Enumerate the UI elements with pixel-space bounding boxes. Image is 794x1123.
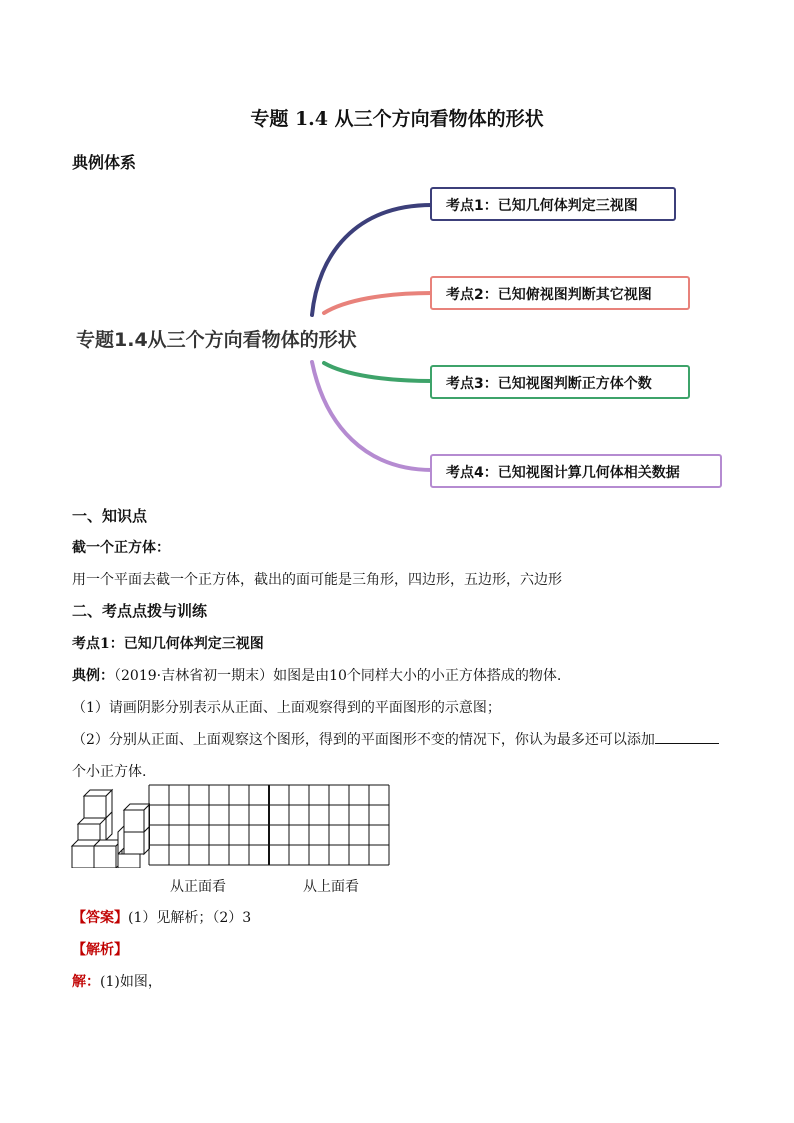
mindmap-branch-kp4: 考点4：已知视图计算几何体相关数据 — [430, 454, 722, 488]
question-1: （1）请画阴影分别表示从正面、上面观察得到的平面图形的示意图； — [72, 700, 501, 716]
answer-grids — [148, 784, 392, 868]
connector-kp3 — [324, 363, 432, 381]
cube — [124, 804, 150, 832]
example-line — [72, 665, 561, 685]
caption-front-view: 从正面看 — [170, 879, 226, 895]
mindmap-connectors — [0, 0, 794, 500]
answer-label: 【答案】 — [72, 910, 128, 926]
kp1-heading: 考点1：已知几何体判定三视图 — [72, 636, 264, 652]
section2-heading: 二、考点点拨与训练 — [72, 602, 208, 620]
mindmap-branch-kp3: 考点3：已知视图判断正方体个数 — [430, 365, 690, 399]
question-2: （2）分别从正面、上面观察这个图形，得到的平面图形不变的情况下，你认为最多还可以添加 — [72, 732, 655, 748]
cube — [84, 790, 112, 818]
mindmap-branch-kp2: 考点2：已知俯视图判断其它视图 — [430, 276, 690, 310]
connector-kp2 — [324, 293, 432, 313]
section-system-heading: 典例体系 — [72, 153, 137, 172]
mindmap-branch-kp1: 考点1：已知几何体判定三视图 — [430, 187, 676, 221]
mindmap-root: 专题1.4从三个方向看物体的形状 — [76, 329, 357, 351]
cut-cube-title: 截一个正方体： — [72, 540, 170, 556]
cut-cube-text: 用一个平面去截一个正方体，截出的面可能是三角形，四边形，五边形，六边形 — [72, 572, 562, 588]
analysis-label: 【解析】 — [72, 942, 128, 958]
page-title: 专题 1.4 从三个方向看物体的形状 — [250, 108, 544, 130]
example-text: （2019·吉林省初一期末）如图是由10个同样大小的小正方体搭成的物体. — [114, 668, 562, 684]
cube-stack-figure — [68, 782, 150, 868]
question-2-line — [72, 729, 719, 749]
solution-text: (1)如图， — [100, 974, 162, 990]
answer-line — [72, 907, 251, 927]
section1-heading: 一、知识点 — [72, 507, 148, 525]
example-label: 典例： — [72, 668, 114, 684]
solution-label: 解： — [72, 974, 100, 990]
solution-line — [72, 971, 162, 991]
caption-top-view: 从上面看 — [303, 879, 359, 895]
answer-blank — [655, 729, 719, 744]
question-2-end: 个小正方体. — [72, 764, 147, 780]
answer-text: (1）见解析；（2）3 — [128, 910, 252, 926]
